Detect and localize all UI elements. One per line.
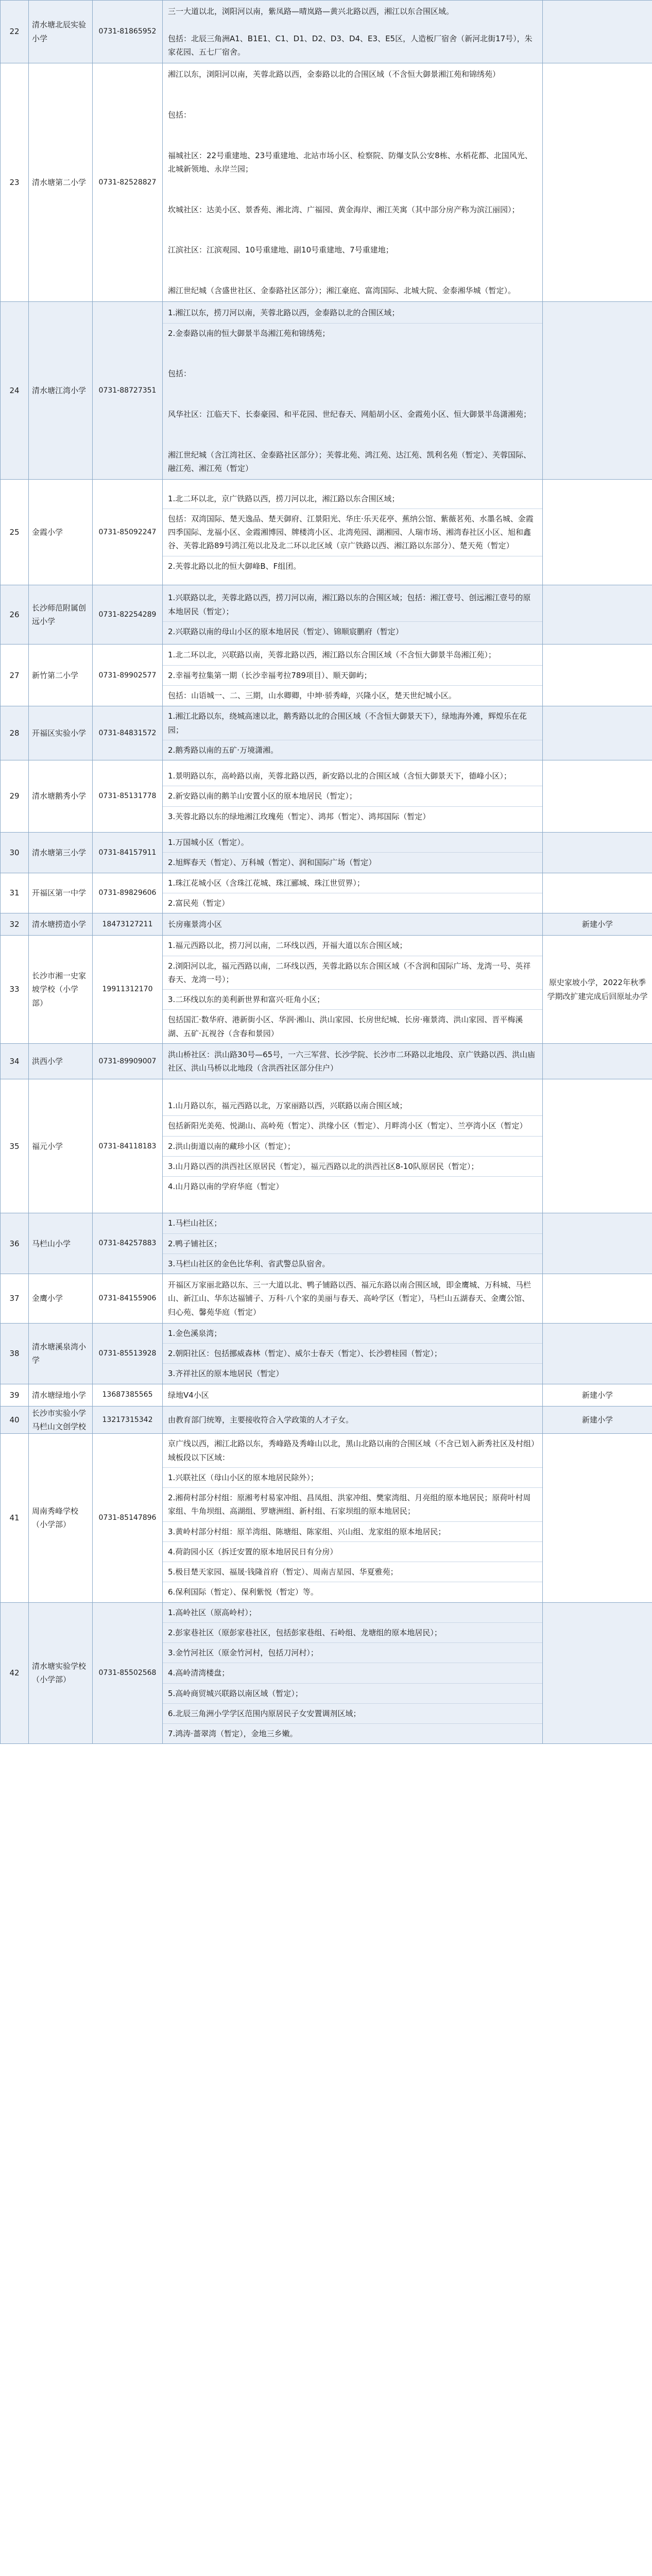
zone-item: 1.景明路以东，高岭路以南，芙蓉北路以西，新安路以北的合围区域（含恒大御景天下，德峰小区）； — [163, 766, 542, 786]
zone-item: 三一大道以北，浏阳河以南，紫凤路—晴岚路—黄兴北路以西，湘江以东合围区域。 包括：北辰三角洲A1、B1E1、C1、D1、D2、D3、D4、E3、E5区，人造板厂宿舍（新河北街17号），朱家花园、五七厂宿舍。 — [168, 7, 533, 57]
zone-item: 2.鹅秀路以南的五矿·万境潇湘。 — [168, 745, 279, 755]
remark — [543, 1323, 652, 1384]
table-row — [1, 1323, 652, 1384]
row-number: 26 — [1, 585, 29, 645]
zone-item: 4.高岭清湾楼盘； — [163, 1663, 542, 1683]
school-name: 周南秀峰学校（小学部） — [29, 1434, 93, 1602]
remark: 原史家坡小学，2022年秋季学期改扩建完成后回原址办学 — [543, 936, 652, 1044]
school-name: 长沙市湘一史家坡学校（小学部） — [29, 936, 93, 1044]
school-name: 开福区第一中学 — [29, 873, 93, 913]
table-row — [1, 1, 652, 63]
phone-number: 0731-85092247 — [93, 480, 163, 585]
enrollment-zone — [163, 63, 543, 302]
zone-item: 长房雍景湾小区 — [168, 920, 222, 929]
zone-item: 湘江以东，浏阳河以南，芙蓉北路以西，金泰路以北的合围区域（不含恒大御景湘江苑和锦绣苑） 包括： 福城社区：22号重建地、23号重建地、北站市场小区、检察院、防爆支队公安8栋、水稻花都、北国风光、北城新领地、永岸兰园； 坎城社区：达美小区、景香苑、湘北湾、广福园、黄金海岸、湘江芙寓（其中部分房产称为滨江丽园）； 江滨社区：江滨观园、10号重建地、副10号重建地、7号重建地； 湘江世纪城（含盛世社区、金泰路社区部分）；湘江豪庭、富湾国际、北城大院、金泰湘华城（暂定）。 — [168, 70, 533, 295]
row-number: 27 — [1, 645, 29, 706]
enrollment-zone — [163, 760, 543, 833]
remark — [543, 1434, 652, 1602]
phone-number: 0731-82254289 — [93, 585, 163, 645]
school-name: 清水塘北辰实验小学 — [29, 1, 93, 63]
school-name: 清水塘实验学校（小学部） — [29, 1602, 93, 1744]
zone-item: 京广线以西，湘江北路以东，秀峰路及秀峰山以北，黑山北路以南的合围区域（不含已划入新秀社区及村组）域板段以下区域： — [163, 1434, 542, 1468]
remark — [543, 302, 652, 480]
zone-item: 2.兴联路以南的母山小区的原本地居民（暂定）、锦顺宸鹏府（暂定） — [168, 626, 403, 636]
enrollment-zone — [163, 936, 543, 1044]
phone-number: 18473127211 — [93, 913, 163, 936]
zone-item: 3.芙蓉北路以东的绿地湘江玫瑰苑（暂定）、鸿邦（暂定）、鸿邦国际（暂定） — [168, 811, 431, 821]
zone-item: 1.山月路以东，福元西路以北，万家丽路以西，兴联路以南合围区域； — [163, 1096, 542, 1116]
remark — [543, 63, 652, 302]
zone-item: 2.浏阳河以北，福元西路以南，二环线以西，芙蓉北路以东合围区域（不含润和国际广场、龙湾一号、英祥春天、龙湾一号）； — [163, 956, 542, 990]
zone-item: 6.北辰三角洲小学学区范围内原居民子女安置调剂区域； — [163, 1704, 542, 1724]
enrollment-zone — [163, 1274, 543, 1324]
enrollment-zone — [163, 1043, 543, 1079]
phone-number: 0731-88727351 — [93, 302, 163, 480]
phone-number: 0731-89909007 — [93, 1043, 163, 1079]
zone-item: 2.旭辉春天（暂定）、万科城（暂定）、润和国际广场（暂定） — [168, 858, 376, 868]
row-number: 28 — [1, 706, 29, 760]
zone-item: 3.二环线以东的美利新世界和富兴·旺角小区； — [163, 990, 542, 1010]
school-name: 清水塘溪泉湾小学 — [29, 1323, 93, 1384]
phone-number: 0731-84257883 — [93, 1213, 163, 1274]
enrollment-zone — [163, 706, 543, 760]
zone-item: 3.金竹河社区（原金竹河村，包括刀河村）； — [163, 1643, 542, 1663]
enrollment-zone — [163, 873, 543, 913]
zone-item: 2.洪山街道以南的藏珍小区（暂定）； — [163, 1137, 542, 1157]
school-name: 清水塘第二小学 — [29, 63, 93, 302]
remark: 新建小学 — [543, 913, 652, 936]
enrollment-zone — [163, 833, 543, 873]
school-name: 金鹰小学 — [29, 1274, 93, 1324]
enrollment-zone — [163, 1323, 543, 1384]
remark — [543, 585, 652, 645]
row-number: 24 — [1, 302, 29, 480]
row-number: 25 — [1, 480, 29, 585]
zone-item: 2.湘荷村部分村组：原湘考村易家冲组、昌凤组、洪家冲组、樊家湾组、月亮组的原本地居民；原荷叶村周家组、牛角坝组、高湖组、罗塘洲组、新村组、石家坝组的原本地居民； — [163, 1488, 542, 1522]
row-number: 40 — [1, 1406, 29, 1434]
enrollment-zone — [163, 1602, 543, 1744]
zone-item: 1.马栏山社区； — [163, 1213, 542, 1233]
row-number: 34 — [1, 1043, 29, 1079]
phone-number: 0731-82528827 — [93, 63, 163, 302]
row-number: 22 — [1, 1, 29, 63]
school-name: 清水塘绿地小学 — [29, 1384, 93, 1406]
zone-item: 2.幸福考拉集第一期（长沙幸福考拉789项目）、顺天御屿； — [163, 666, 542, 686]
enrollment-zone — [163, 1079, 543, 1213]
school-name: 开福区实验小学 — [29, 706, 93, 760]
enrollment-zone — [163, 913, 543, 936]
zone-item: 5.极目楚天家园、福晟·钱隆首府（暂定）、周南吉星园、华夏雅苑； — [163, 1562, 542, 1582]
zone-item: 2.彭家巷社区（原彭家巷社区，包括彭家巷组、石岭组、龙塘组的原本地居民）； — [163, 1623, 542, 1643]
school-name: 长沙师范附属创远小学 — [29, 585, 93, 645]
row-number: 23 — [1, 63, 29, 302]
zone-item: 1.兴联社区（母山小区的原本地居民除外）； — [163, 1468, 542, 1488]
zone-item: 3.马栏山社区的金色比华利、省武警总队宿舍。 — [168, 1259, 330, 1268]
school-name: 清水塘第三小学 — [29, 833, 93, 873]
row-number: 29 — [1, 760, 29, 833]
remark — [543, 1079, 652, 1213]
table-row — [1, 63, 652, 302]
zone-item: 由教育部门统筹，主要接收符合入学政策的人才子女。 — [168, 1415, 354, 1425]
row-number: 41 — [1, 1434, 29, 1602]
school-name: 马栏山小学 — [29, 1213, 93, 1274]
row-number: 36 — [1, 1213, 29, 1274]
table-row — [1, 480, 652, 585]
zone-item: 包括新阳光美苑、悦湖山、高岭苑（暂定）、洪缘小区（暂定）、月畔湾小区（暂定）、兰亭湾小区（暂定） — [163, 1116, 542, 1136]
zone-item: 1.湘江北路以东，绕城高速以北，鹅秀路以北的合围区域（不含恒大御景天下），绿地海外滩，辉煌乐在花园； — [163, 706, 542, 740]
phone-number: 0731-84155906 — [93, 1274, 163, 1324]
zone-item: 3.山月路以西的洪西社区原居民（暂定），福元西路以北的洪西社区8-10队原居民（暂定）； — [163, 1157, 542, 1177]
row-number: 37 — [1, 1274, 29, 1324]
remark — [543, 1274, 652, 1324]
zone-item: 1.湘江以东，捞刀河以南，芙蓉北路以西，金泰路以北的合围区域； — [163, 303, 542, 323]
enrollment-zone — [163, 1434, 543, 1602]
table-row — [1, 1406, 652, 1434]
remark — [543, 1043, 652, 1079]
zone-item: 1.万国城小区（暂定）。 — [163, 833, 542, 853]
table-row — [1, 1079, 652, 1213]
zone-item: 3.齐祥社区的原本地居民（暂定） — [168, 1369, 284, 1379]
table-row — [1, 913, 652, 936]
table-body — [1, 1, 652, 1744]
table-row — [1, 833, 652, 873]
school-name: 长沙市实验小学马栏山文创学校 — [29, 1406, 93, 1434]
zone-item: 1.北二环以北，京广铁路以西，捞刀河以北，湘江路以东合围区域； — [163, 489, 542, 509]
zone-item: 绿地V4小区 — [168, 1390, 209, 1400]
zone-item: 5.高岭商贸城兴联路以南区域（暂定）； — [163, 1684, 542, 1704]
table-row — [1, 585, 652, 645]
remark — [543, 873, 652, 913]
zone-item: 1.珠江花城小区（含珠江花城、珠江郦城、珠江世贸界）； — [163, 873, 542, 893]
zone-item: 2.富民苑（暂定） — [168, 898, 230, 908]
school-name: 清水塘捞造小学 — [29, 913, 93, 936]
remark — [543, 1213, 652, 1274]
zone-item: 4.山月路以南的学府华庭（暂定） — [168, 1182, 284, 1192]
table-row — [1, 1274, 652, 1324]
zone-item: 1.金色溪泉湾； — [163, 1324, 542, 1344]
phone-number: 19911312170 — [93, 936, 163, 1044]
zone-item: 2.金泰路以南的恒大御景半岛湘江苑和锦绣苑； 包括： 风华社区：江临天下、长泰豪园、和平花园、世纪春天、网船胡小区、金霞苑小区、恒大御景半岛潇湘苑； 湘江世纪城（含江湾社区、金泰路社区部分）；芙蓉北苑、鸿江苑、达江苑、凯利名苑（暂定）、芙蓉国际、融江苑、湘江苑（暂定） — [168, 328, 531, 473]
remark — [543, 1602, 652, 1744]
enrollment-zone — [163, 1384, 543, 1406]
table-row — [1, 302, 652, 480]
school-name: 清水塘鹅秀小学 — [29, 760, 93, 833]
zone-item: 包括：山语城一、二、三期，山水卿卿，中坤·骄秀峰，兴隆小区，楚天世纪城小区。 — [168, 690, 456, 700]
remark — [543, 760, 652, 833]
zone-item: 2.芙蓉北路以北的恒大御峰B、F组团。 — [168, 561, 301, 571]
enrollment-zone — [163, 1, 543, 63]
zone-item: 洪山桥社区：洪山路30号—65号，一六三军营、长沙学院、长沙市二环路以北地段、京广铁路以西、洪山庙社区、洪山马桥以北地段（含洪西社区部分住户） — [168, 1049, 536, 1073]
zone-item: 1.福元西路以北，捞刀河以南，二环线以西，开福大道以东合围区域； — [163, 936, 542, 956]
row-number: 39 — [1, 1384, 29, 1406]
enrollment-zone — [163, 645, 543, 706]
remark — [543, 1, 652, 63]
phone-number: 0731-89829606 — [93, 873, 163, 913]
school-name: 新竹第二小学 — [29, 645, 93, 706]
enrollment-zone — [163, 302, 543, 480]
table-row — [1, 1213, 652, 1274]
phone-number: 0731-84118183 — [93, 1079, 163, 1213]
remark — [543, 706, 652, 760]
phone-number: 0731-81865952 — [93, 1, 163, 63]
enrollment-zone — [163, 585, 543, 645]
row-number: 35 — [1, 1079, 29, 1213]
remark — [543, 645, 652, 706]
zone-item: 包括：双湾国际、楚天逸品、楚天御府、江景阳光、华庄·乐天花亭、蕉纳公馆、紫薇茗苑、水墨名城、金霞四季国际、龙福小区、金霞湘博园、牌楼湾小区、北湾苑园、湖湘园、人瑞市场、湘湾春社区小区、旭和鑫谷、芙蓉北路89号鸿江苑以北及北二环以北区域（京广铁路以西、湘江路以东部分）、楚天苑（暂定） — [163, 509, 542, 556]
phone-number: 0731-85502568 — [93, 1602, 163, 1744]
table-row — [1, 873, 652, 913]
remark: 新建小学 — [543, 1406, 652, 1434]
remark: 新建小学 — [543, 1384, 652, 1406]
school-name: 金霞小学 — [29, 480, 93, 585]
zone-item: 2.朝阳社区：包括挪威森林（暂定）、威尔士春天（暂定）、长沙碧桂园（暂定）； — [163, 1344, 542, 1364]
phone-number: 0731-85131778 — [93, 760, 163, 833]
zone-item: 4.荷韵园小区（拆迁安置的原本地居民日有分房） — [163, 1542, 542, 1562]
phone-number: 0731-85513928 — [93, 1323, 163, 1384]
zone-item: 6.保利国际（暂定）、保利紫悦（暂定）等。 — [168, 1587, 318, 1597]
table-row — [1, 645, 652, 706]
table-row — [1, 1602, 652, 1744]
table-row — [1, 936, 652, 1044]
zone-item: 开福区万家丽北路以东、三一大道以北、鸭子铺路以西、福元东路以南合围区域，即金鹰城、万科城、马栏山、新江山、华东达福铺子、万科·八个家的美丽与春天、高岭学区（暂定），马栏山五湖春天、金鹰公馆、归心苑、馨苑华庭（暂定） — [168, 1280, 531, 1317]
zone-item: 1.北二环以北，兴联路以南，芙蓉北路以西，湘江路以东合围区域（不含恒大御景半岛湘江苑）； — [163, 645, 542, 665]
remark — [543, 480, 652, 585]
phone-number: 0731-84831572 — [93, 706, 163, 760]
phone-number: 13217315342 — [93, 1406, 163, 1434]
table-row — [1, 1434, 652, 1602]
zone-item: 包括国汇·数华府、港新街小区、华润·湘山、洪山家园、长房世纪城、长房·雍景湾、洪山家园、晋平梅溪湖、五矿·瓦视谷（含春和景园） — [168, 1015, 523, 1038]
row-number: 42 — [1, 1602, 29, 1744]
table-row — [1, 760, 652, 833]
row-number: 30 — [1, 833, 29, 873]
phone-number: 13687385565 — [93, 1384, 163, 1406]
enrollment-zone — [163, 480, 543, 585]
phone-number: 0731-89902577 — [93, 645, 163, 706]
row-number: 31 — [1, 873, 29, 913]
zone-item: 1.高岭社区（原高岭村）； — [163, 1603, 542, 1623]
remark — [543, 833, 652, 873]
school-name: 清水塘江湾小学 — [29, 302, 93, 480]
phone-number: 0731-84157911 — [93, 833, 163, 873]
phone-number: 0731-85147896 — [93, 1434, 163, 1602]
zone-item: 2.鸭子铺社区； — [163, 1234, 542, 1254]
row-number: 38 — [1, 1323, 29, 1384]
table-row — [1, 706, 652, 760]
school-name: 福元小学 — [29, 1079, 93, 1213]
table-row — [1, 1043, 652, 1079]
row-number: 32 — [1, 913, 29, 936]
zone-item: 2.新安路以南的鹅羊山安置小区的原本地居民（暂定）； — [163, 786, 542, 806]
zone-item: 7.鸿涛·蔷翠湾（暂定），金地三乡嫩。 — [168, 1729, 298, 1738]
enrollment-zone — [163, 1406, 543, 1434]
zone-item: 1.兴联路以北，芙蓉北路以西，捞刀河以南，湘江路以东的合围区域；包括：湘江壹号、创远湘江壹号的原本地居民（暂定）； — [163, 588, 542, 622]
zone-item: 3.黄岭村部分村组：原羊湾组、陈塘组、陈家组、兴山组、龙家组的原本地居民； — [163, 1522, 542, 1542]
row-number: 33 — [1, 936, 29, 1044]
school-name: 洪西小学 — [29, 1043, 93, 1079]
enrollment-zone — [163, 1213, 543, 1274]
table-row — [1, 1384, 652, 1406]
